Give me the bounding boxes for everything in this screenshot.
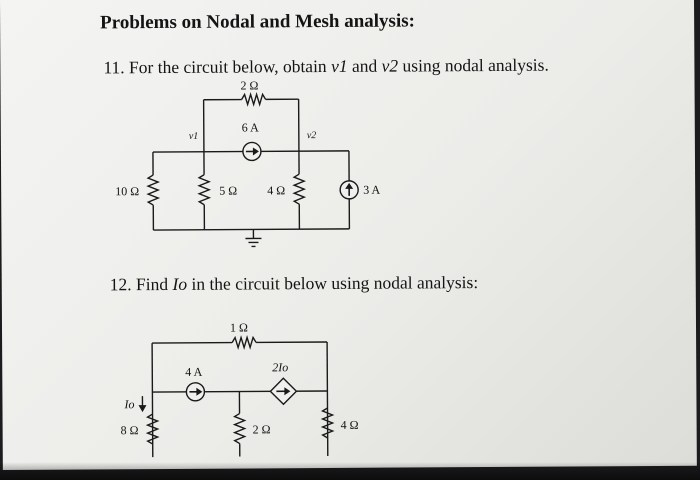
resistor-5ohm [199,175,209,205]
current-io-arrow-icon [138,396,146,412]
label-4ohm-c1: 4 Ω [267,183,286,198]
label-3a: 3 A [363,182,381,197]
current-source-3a-icon [340,181,358,199]
current-source-6a-icon [243,142,261,160]
bottom-shadow [0,462,700,480]
label-2ohm-c2: 2 Ω [252,422,271,437]
dependent-source-icon [270,378,296,404]
label-8ohm: 8 Ω [120,423,139,438]
resistor-2ohm-c2 [235,414,245,444]
label-5ohm: 5 Ω [219,183,238,198]
problem-11-prefix: 11. For the circuit below, obtain [103,56,327,78]
resistor-1ohm [232,337,256,347]
problem-11-suffix: using nodal analysis. [402,54,549,76]
problem-12-prefix: 12. Find [109,273,169,295]
current-source-4a-icon [186,383,204,401]
label-io: Io [124,397,135,412]
label-2ohm-c1: 2 Ω [240,78,259,93]
problem-11-v2: v2 [381,55,399,76]
label-4ohm-c2: 4 Ω [340,417,359,432]
resistor-4ohm-c1 [294,174,304,204]
label-node-v2: v2 [306,130,317,142]
problem-11-v1: v1 [330,55,348,76]
label-dep-source: 2Io [272,360,289,375]
label-4a: 4 A [185,364,203,379]
problem-12-statement [110,272,479,295]
label-6a: 6 A [241,120,259,135]
problem-12-suffix: in the circuit below using nodal analysis: [191,272,479,294]
page-title: Problems on Nodal and Mesh analysis: [100,10,415,34]
problem-12-io: Io [172,273,188,294]
resistor-2ohm-c1 [242,94,266,104]
label-10ohm: 10 Ω [115,184,140,199]
label-node-v1: v1 [188,130,199,142]
resistor-10ohm [148,175,158,205]
problem-11-and: and [351,55,378,76]
label-1ohm: 1 Ω [229,320,248,335]
ground-icon [245,229,261,246]
